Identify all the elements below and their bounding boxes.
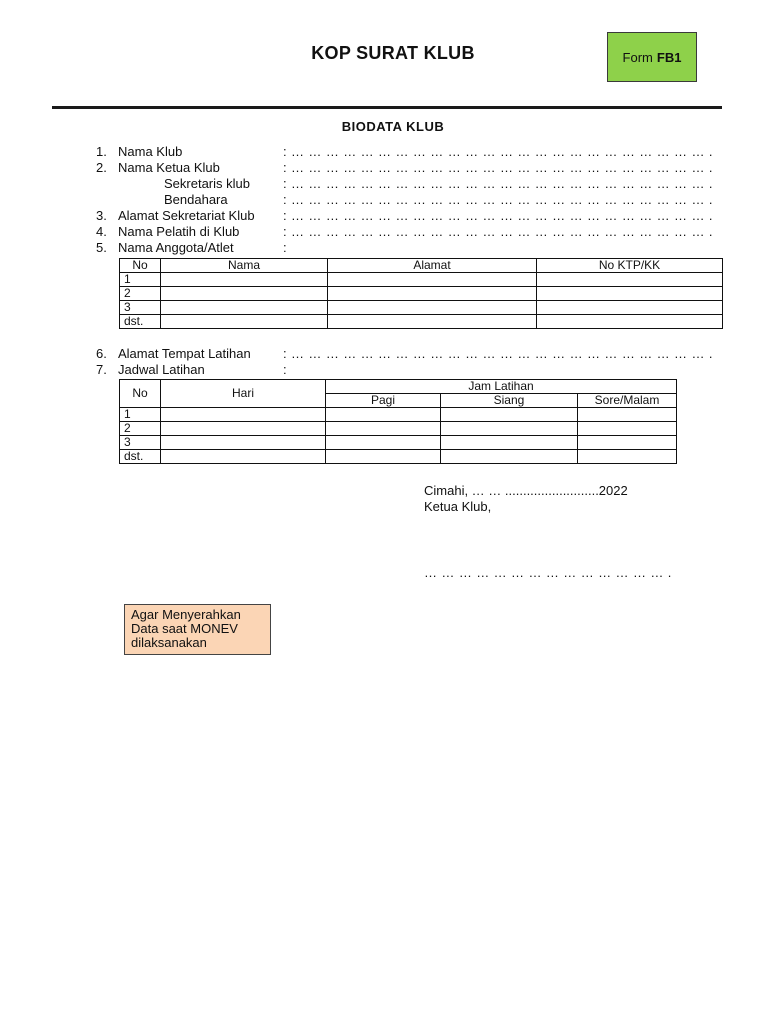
field-number: 2. [96, 160, 107, 175]
field-number: 5. [96, 240, 107, 255]
cell[interactable] [537, 273, 723, 287]
table-row [120, 436, 677, 450]
col-siang: Siang [441, 394, 578, 408]
cell[interactable] [326, 408, 441, 422]
field-colon: : [283, 176, 287, 191]
schedule-table [119, 379, 677, 464]
field-label: Jadwal Latihan [118, 362, 205, 377]
cell[interactable] [326, 436, 441, 450]
row-number: 2 [120, 422, 161, 436]
row-number: 1 [120, 273, 161, 287]
table-row [120, 287, 723, 301]
field-label: Nama Pelatih di Klub [118, 224, 240, 239]
cell[interactable] [161, 273, 328, 287]
field-label: Bendahara [164, 192, 228, 207]
col-group-jam-latihan: Jam Latihan [326, 380, 677, 394]
cell[interactable] [537, 301, 723, 315]
cell[interactable] [537, 287, 723, 301]
field-label: Nama Anggota/Atlet [118, 240, 234, 255]
field-number: 7. [96, 362, 107, 377]
row-number: 3 [120, 301, 161, 315]
cell[interactable] [161, 422, 326, 436]
header-divider [52, 106, 722, 109]
table-row [120, 273, 723, 287]
table-row [120, 315, 723, 329]
form-code-badge [607, 32, 697, 82]
row-number: dst. [120, 450, 161, 464]
field-colon: : [283, 346, 287, 361]
cell[interactable] [328, 273, 537, 287]
cell[interactable] [161, 287, 328, 301]
cell[interactable] [441, 450, 578, 464]
cell[interactable] [326, 450, 441, 464]
form-code: FB1 [656, 49, 682, 65]
col-hari: Hari [161, 380, 326, 408]
table-header-row [120, 259, 723, 273]
col-pagi: Pagi [326, 394, 441, 408]
note-box: Agar Menyerahkan Data saat MONEV dilaksanakan [124, 604, 271, 655]
field-number: 4. [96, 224, 107, 239]
row-number: 3 [120, 436, 161, 450]
field-colon: : [283, 208, 287, 223]
field-label: Nama Ketua Klub [118, 160, 220, 175]
form-label: Form [622, 49, 653, 65]
col-nama: Nama [161, 259, 328, 273]
field-blank: … … … … … … … … … … … … … … … … … … … … … … … … . [291, 160, 713, 175]
cell[interactable] [578, 422, 677, 436]
field-blank: … … … … … … … … … … … … … … … … … … … … … … … … . [291, 144, 713, 159]
field-number: 3. [96, 208, 107, 223]
cell[interactable] [441, 408, 578, 422]
field-colon: : [283, 144, 287, 159]
col-no: No [120, 259, 161, 273]
cell[interactable] [161, 301, 328, 315]
document-title: BIODATA KLUB [341, 119, 445, 134]
members-table [119, 258, 723, 329]
table-row [120, 408, 677, 422]
field-label: Nama Klub [118, 144, 183, 159]
field-label: Sekretaris klub [164, 176, 250, 191]
signature-name-blank: … … … … … … … … … … … … … … . [424, 565, 672, 580]
cell[interactable] [161, 408, 326, 422]
field-colon: : [283, 240, 287, 255]
cell[interactable] [161, 436, 326, 450]
field-blank: … … … … … … … … … … … … … … … … … … … … … … … … . [291, 224, 713, 239]
signature-role: Ketua Klub, [424, 499, 492, 514]
field-blank: … … … … … … … … … … … … … … … … … … … … … … … … . [291, 346, 713, 361]
cell[interactable] [578, 450, 677, 464]
col-ktp: No KTP/KK [537, 259, 723, 273]
cell[interactable] [328, 315, 537, 329]
col-sore-malam: Sore/Malam [578, 394, 677, 408]
cell[interactable] [578, 408, 677, 422]
field-blank: … … … … … … … … … … … … … … … … … … … … … … … … . [291, 208, 713, 223]
row-number: 1 [120, 408, 161, 422]
col-no: No [120, 380, 161, 408]
col-alamat: Alamat [328, 259, 537, 273]
cell[interactable] [328, 287, 537, 301]
table-row [120, 301, 723, 315]
field-label: Alamat Sekretariat Klub [118, 208, 255, 223]
table-header-row [120, 380, 677, 394]
field-colon: : [283, 160, 287, 175]
cell[interactable] [578, 436, 677, 450]
table-row [120, 422, 677, 436]
field-blank: … … … … … … … … … … … … … … … … … … … … … … … … . [291, 192, 713, 207]
row-number: dst. [120, 315, 161, 329]
field-colon: : [283, 192, 287, 207]
field-label: Alamat Tempat Latihan [118, 346, 251, 361]
field-blank: … … … … … … … … … … … … … … … … … … … … … … … … . [291, 176, 713, 191]
cell[interactable] [537, 315, 723, 329]
cell[interactable] [161, 450, 326, 464]
field-number: 1. [96, 144, 107, 159]
field-colon: : [283, 362, 287, 377]
cell[interactable] [441, 422, 578, 436]
table-row [120, 450, 677, 464]
row-number: 2 [120, 287, 161, 301]
signature-place-date: Cimahi, … … ..........................2022 [424, 483, 628, 498]
field-number: 6. [96, 346, 107, 361]
cell[interactable] [161, 315, 328, 329]
cell[interactable] [326, 422, 441, 436]
kop-surat-title: KOP SURAT KLUB [311, 43, 475, 63]
field-colon: : [283, 224, 287, 239]
cell[interactable] [441, 436, 578, 450]
cell[interactable] [328, 301, 537, 315]
